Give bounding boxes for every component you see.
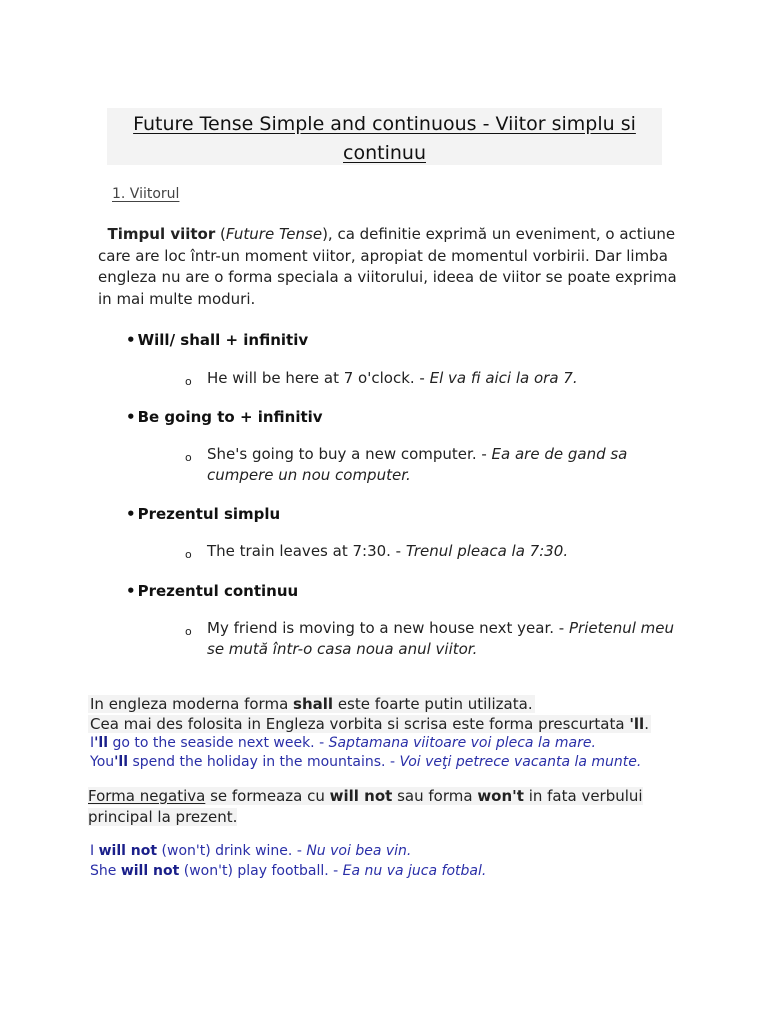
example-text: He will be here at 7 o'clock. -	[207, 369, 430, 387]
ll-example-bold: 'll	[94, 735, 109, 751]
ll-example-text: spend the holiday in the mountains. -	[128, 754, 400, 770]
ll-example-translation: Saptamana viitoare voi pleca la mare.	[328, 735, 596, 751]
intro-rest: ), ca definitie exprimă un eveniment, o actiune care are loc într-un moment viitor, apropiat de momentul vorbirii. Dar limba engleza nu are o forma speciala a viitorului, ideea de viitor se poate exprima in mai multe moduri.	[98, 225, 677, 308]
example-translation: Ea are de gand sa cumpere un nou computer.	[207, 445, 628, 484]
circle-bullet-icon: o	[185, 548, 192, 561]
example-translation: El va fi aici la ora 7.	[429, 369, 578, 387]
negative-example	[90, 861, 486, 881]
bullet-example	[185, 368, 675, 389]
example-translation: Prietenul meu se mută într-o casa noua anul viitor.	[207, 619, 674, 658]
contraction-note-text: Cea mai des folosita in Engleza vorbita si scrisa este forma prescurtata	[90, 715, 630, 733]
contraction-note-line	[88, 714, 651, 734]
contraction-note-bold: 'll	[629, 715, 645, 733]
bullet-example	[185, 541, 675, 562]
negative-example-translation: Nu voi bea vin.	[306, 843, 412, 859]
example-text: She's going to buy a new computer. -	[207, 445, 492, 463]
shall-note-line	[88, 694, 535, 714]
negative-form-paragraph	[88, 786, 688, 828]
negative-example-bold: will not	[120, 863, 180, 879]
negative-form-text: sau forma	[392, 787, 478, 805]
negative-form-bold: won't	[477, 787, 524, 805]
negative-example-pre: She	[90, 863, 121, 879]
bullet-heading	[126, 505, 280, 523]
negative-example-text: (won't) drink wine. -	[157, 843, 307, 859]
ll-example-text: go to the seaside next week. -	[108, 735, 329, 751]
bullet-heading-text: Be going to + infinitiv	[137, 408, 323, 426]
negative-form-text: in fata verbului principal la prezent.	[88, 787, 643, 826]
circle-bullet-icon: o	[185, 451, 192, 464]
negative-form-bold: will not	[329, 787, 393, 805]
bullet-heading-text: Prezentul continuu	[137, 582, 299, 600]
negative-example-pre: I	[90, 843, 99, 859]
example-text: The train leaves at 7:30. -	[207, 542, 406, 560]
ll-example-pre: You	[90, 754, 115, 770]
bullet-heading	[126, 408, 323, 426]
ll-example-bold: 'll	[114, 754, 129, 770]
bullet-heading-text: Prezentul simplu	[137, 505, 281, 523]
circle-bullet-icon: o	[185, 375, 192, 388]
shall-note-text: este foarte putin utilizata.	[333, 695, 533, 713]
ll-example-pre: I	[90, 735, 95, 751]
negative-form-term: Forma negativa	[88, 787, 206, 805]
bullet-heading	[126, 331, 308, 349]
intro-bold-term: Timpul viitor	[107, 225, 216, 243]
bullet-heading	[126, 582, 298, 600]
bullet-dot-icon: •	[126, 505, 136, 523]
negative-example-text: (won't) play football. -	[179, 863, 343, 879]
intro-italic-term: Future Tense	[225, 225, 323, 243]
bullet-example	[185, 444, 675, 486]
bullet-dot-icon: •	[126, 331, 136, 349]
bullet-dot-icon: •	[126, 408, 136, 426]
bullet-dot-icon: •	[126, 582, 136, 600]
negative-form-text: se formeaza cu	[205, 787, 330, 805]
ll-example	[90, 733, 596, 753]
contraction-note-text: .	[644, 715, 649, 733]
negative-example	[90, 841, 411, 861]
circle-bullet-icon: o	[185, 625, 192, 638]
intro-paragraph	[98, 224, 678, 310]
negative-example-translation: Ea nu va juca fotbal.	[342, 863, 487, 879]
ll-example-translation: Voi veţi petrece vacanta la munte.	[399, 754, 642, 770]
bullet-example	[185, 618, 675, 660]
bullet-heading-text: Will/ shall + infinitiv	[137, 331, 309, 349]
example-text: My friend is moving to a new house next year. -	[207, 619, 569, 637]
intro-paren: (	[215, 225, 226, 243]
example-translation: Trenul pleaca la 7:30.	[405, 542, 569, 560]
negative-example-bold: will not	[98, 843, 158, 859]
section-heading: 1. Viitorul	[112, 186, 180, 202]
ll-example	[90, 752, 641, 772]
shall-note-text: In engleza moderna forma	[90, 695, 294, 713]
shall-note-bold: shall	[293, 695, 334, 713]
page-title: Future Tense Simple and continuous - Viitor simplu si continuu	[133, 113, 636, 164]
